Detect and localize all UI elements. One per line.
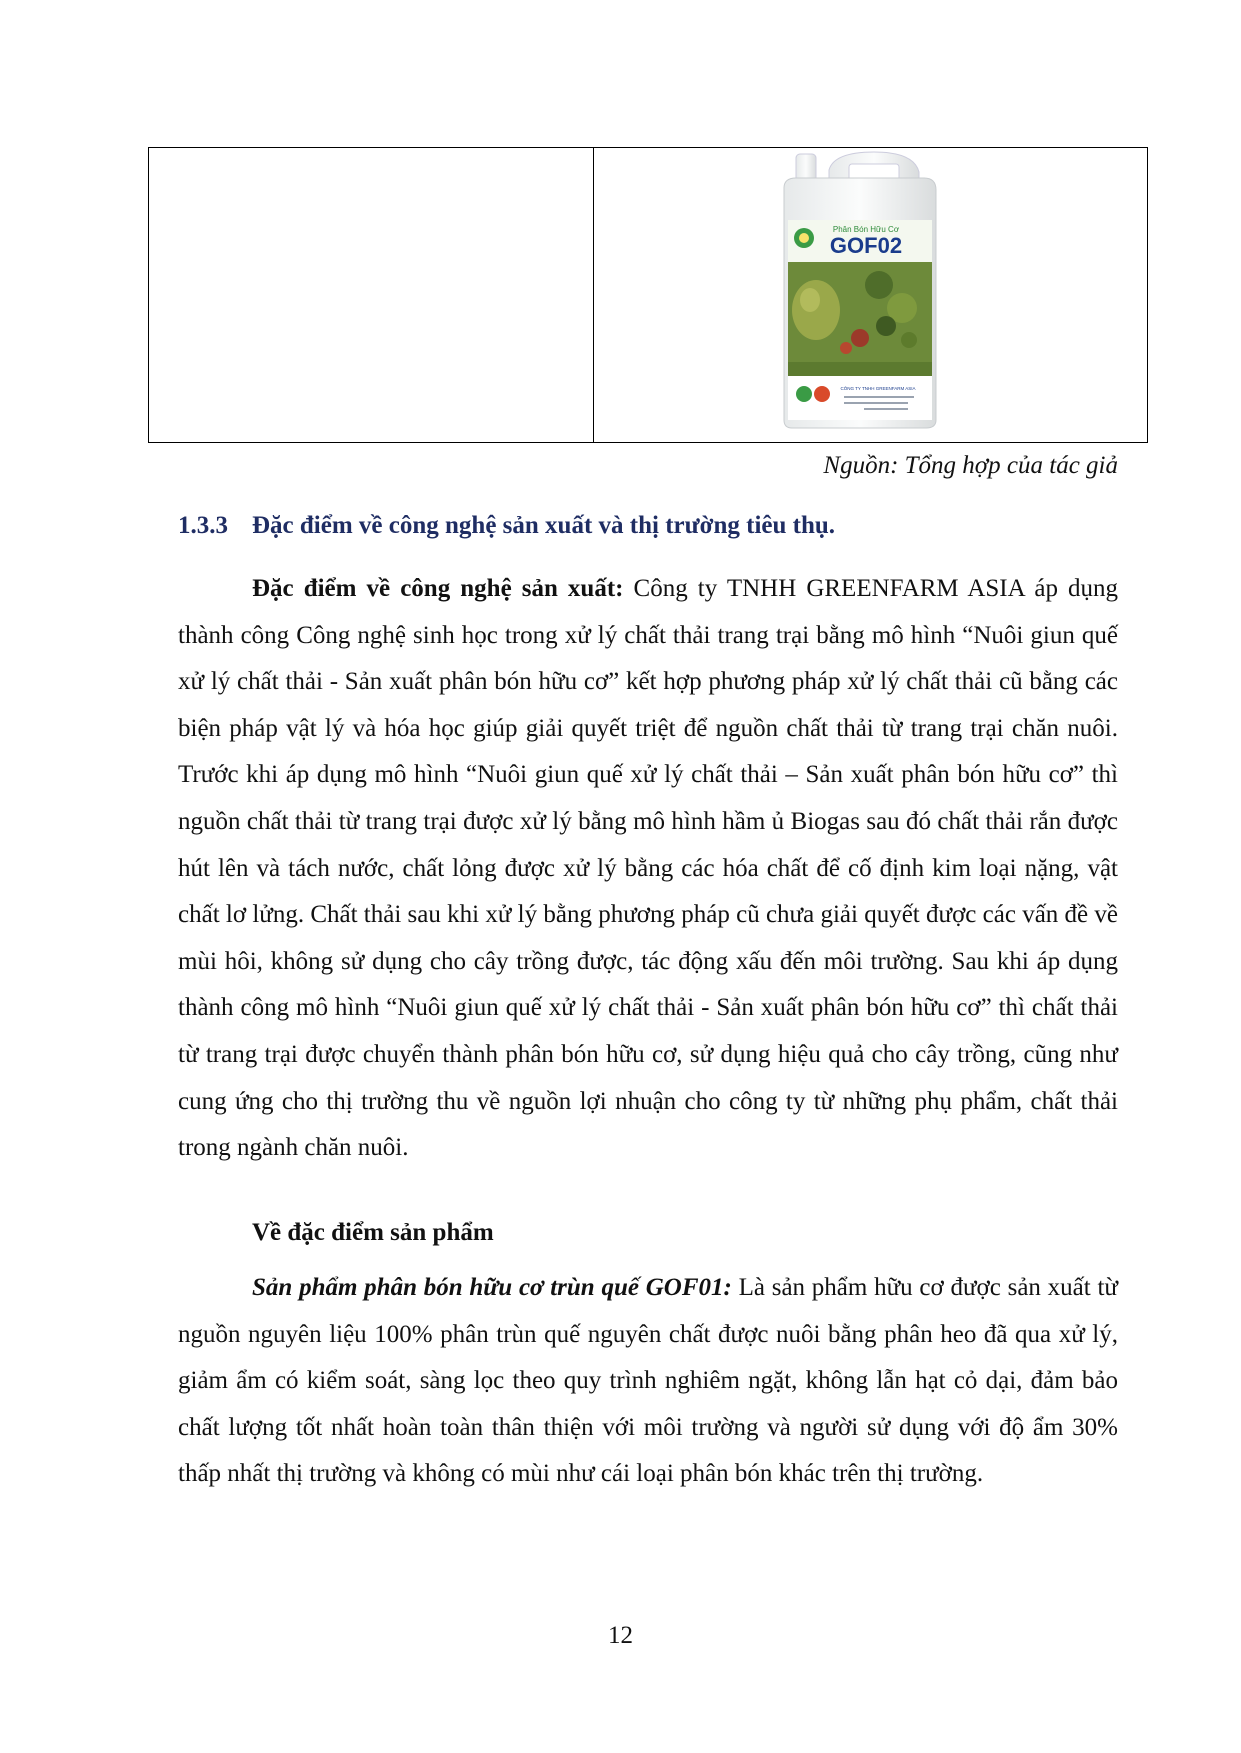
table-cell-image <box>594 148 1147 442</box>
paragraph-product-text: Là sản phẩm hữu cơ được sản xuất từ nguồn nguyên liệu 100% phân trùn quế nguyên chất được nuôi bằng phân heo đã qua xử lý, giảm ẩm có kiểm soát, sàng lọc theo quy trình nghiêm ngặt, không lẫn hạt cỏ dại, đảm bảo chất lượng tốt nhất hoàn toàn thân thiện với môi trường và người sử dụng với độ ẩm 30% thấp nhất thị trường và không có mùi như cái loại phân bón khác trên thị trường. <box>178 1274 1118 1488</box>
table-cell-empty <box>149 148 594 442</box>
figure-source-caption: Nguồn: Tổng hợp của tác giả <box>823 452 1118 479</box>
paragraph-technology-lead: Đặc điểm về công nghệ sản xuất: <box>252 575 624 602</box>
bottle-label-brand: GOF02 <box>829 233 903 258</box>
subheading-product: Về đặc điểm sản phẩm <box>252 1219 494 1246</box>
section-heading <box>178 512 835 540</box>
paragraph-technology <box>178 566 1118 1172</box>
paragraph-product <box>178 1265 1118 1498</box>
page-number: 12 <box>608 1622 633 1649</box>
section-title: Đặc điểm về công nghệ sản xuất và thị trường tiêu thụ. <box>252 512 836 539</box>
paragraph-product-lead: Sản phẩm phân bón hữu cơ trùn quế GOF01: <box>252 1274 732 1301</box>
fertilizer-bottle-image <box>774 150 944 430</box>
bottle-label-company: CÔNG TY TNHH GREENFARM ASIA <box>840 386 916 391</box>
paragraph-technology-text: Công ty TNHH GREENFARM ASIA áp dụng thành công Công nghệ sinh học trong xử lý chất thải trang trại bằng mô hình “Nuôi giun quế xử lý chất thải - Sản xuất phân bón hữu cơ” kết hợp phương pháp xử lý chất thải cũ bằng các biện pháp vật lý và hóa học giúp giải quyết triệt để nguồn chất thải từ trang trại chăn nuôi. Trước khi áp dụng mô hình “Nuôi giun quế xử lý chất thải – Sản xuất phân bón hữu cơ” thì nguồn chất thải từ trang trại được xử lý bằng mô hình hầm ủ Biogas sau đó chất thải rắn được hút lên và tách nước, chất lỏng được xử lý bằng các hóa chất để cố định kim loại nặng, vật chất lơ lửng. Chất thải sau khi xử lý bằng phương pháp cũ chưa giải quyết được các vấn đề về mùi hôi, không sử dụng cho cây trồng được, tác động xấu đến môi trường. Sau khi áp dụng thành công mô hình “Nuôi giun quế xử lý chất thải - Sản xuất phân bón hữu cơ” thì chất thải từ trang trại được chuyển thành phân bón hữu cơ, sử dụng hiệu quả cho cây trồng, cũng như cung ứng cho thị trường thu về nguồn lợi nhuận cho công ty từ những phụ phẩm, chất thải trong ngành chăn nuôi. <box>178 575 1119 1162</box>
image-table <box>148 147 1148 443</box>
bottle-label-small: Phân Bón Hữu Cơ <box>832 225 900 234</box>
section-number: 1.3.3 <box>178 512 228 539</box>
